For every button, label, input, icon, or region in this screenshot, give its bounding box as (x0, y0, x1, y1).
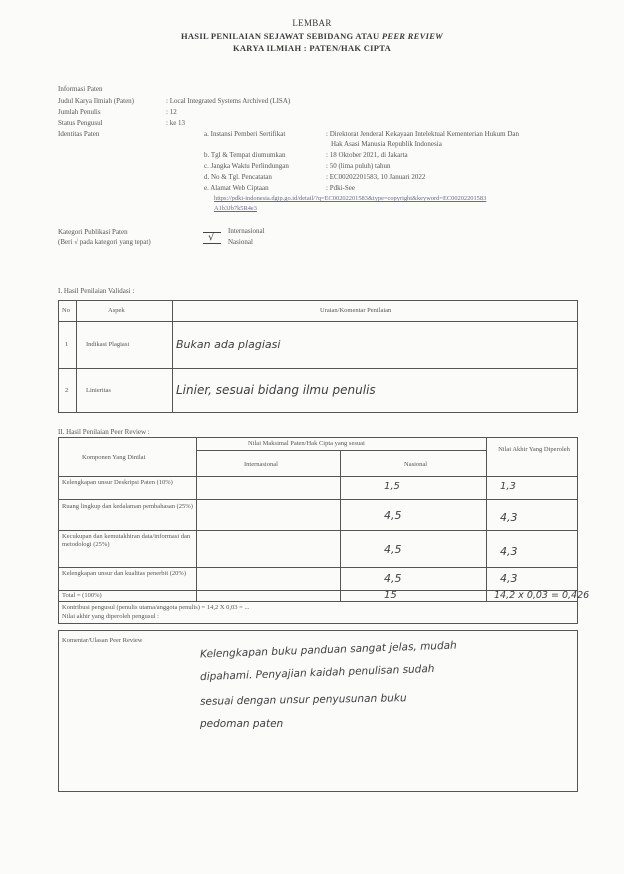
jumlah-value: : 12 (166, 108, 177, 116)
total-nasional: 15 (384, 590, 397, 601)
col-uraian: Uraian/Komentar Penilaian (320, 307, 392, 314)
nasional-1: 1,5 (384, 481, 400, 492)
identitas-paten-label: Identitas Paten (58, 130, 100, 138)
row-1-no: 1 (65, 341, 69, 348)
akhir-2: 4,3 (500, 511, 518, 524)
review-col-divider-1 (196, 437, 197, 601)
subtitle-peer-review: PEER REVIEW (381, 31, 444, 41)
a-label: a. Instansi Pemberi Sertifikat (204, 130, 286, 138)
akhir-1: 1,3 (500, 481, 516, 492)
a-value-2: Hak Asasi Manusia Republik Indonesia (331, 140, 442, 148)
kategori-label: Kategori Publikasi Paten (58, 228, 128, 236)
row-1-komentar: Bukan ada plagiasi (176, 338, 281, 351)
akhir-4: 4,3 (500, 572, 518, 585)
doc-title: LEMBAR (292, 18, 332, 28)
kontribusi-2: Nilai akhir yang diperoleh pengusul : (62, 613, 159, 620)
section-i-title: I. Hasil Penilaian Validasi : (58, 287, 135, 295)
komentar-line-2: dipahami. Penyajian kaidah penulisan sudah (199, 662, 435, 684)
total-label: Total = (100%) (62, 592, 102, 599)
review-row-2-divider (58, 530, 578, 531)
identitas-label: Informasi Paten (58, 85, 103, 93)
review-subheader-divider (196, 450, 486, 451)
validation-header-divider (58, 321, 578, 322)
row-1-aspek: Indikasi Plagiasi (86, 341, 130, 348)
komponen-3: Kecukupan dan kemutakhiran data/informasi dan metodologi (25%) (62, 533, 191, 548)
total-akhir: 14,2 x 0,03 = 0,426 (494, 590, 590, 601)
web-url-1[interactable]: https://pdki-indonesia.dgip.go.id/detail/?q=EC00202201583&type=copyright&keyword=EC00202201583 (214, 195, 487, 202)
doc-subtitle-2: KARYA ILMIAH : PATEN/HAK CIPTA (232, 43, 392, 53)
nasional-check-icon: √ (208, 232, 215, 243)
validation-row-divider (58, 368, 578, 369)
review-total-divider (58, 601, 578, 602)
col-nilai-max: Nilai Maksimal Paten/Hak Cipta yang sesuai (248, 440, 365, 447)
review-row-1-divider (58, 499, 578, 500)
komponen-1: Kelengkapan unsur Deskripsi Paten (10%) (62, 479, 173, 486)
komentar-line-3: sesuai dengan unsur penyusunan buku (199, 692, 407, 708)
b-value: : 18 Oktober 2021, di Jakarta (326, 151, 408, 159)
e-value: : Pdki-See (326, 184, 355, 192)
judul-value: : Local Integrated Systems Archived (LISA) (166, 97, 291, 105)
row-2-aspek: Linieritas (86, 387, 111, 394)
kategori-note: (Beri √ pada kategori yang tepat) (58, 238, 151, 246)
col-nilai-akhir: Nilai Akhir Yang Diperoleh (498, 446, 570, 453)
row-2-komentar: Linier, sesuai bidang ilmu penulis (176, 383, 376, 397)
a-value-1: : Direktorat Jenderal Kekayaan Intelektual Kementerian Hukum Dan (326, 130, 520, 138)
col-nasional: Nasional (404, 461, 428, 468)
review-row-3-divider (58, 567, 578, 568)
komentar-label: Komentar/Ulasan Peer Review (62, 637, 143, 644)
d-value: : EC00202201583, 10 Januari 2022 (326, 173, 426, 181)
nasional-2: 4,5 (384, 509, 402, 522)
komponen-2: Ruang lingkup dan kedalaman pembahasan (25%) (62, 503, 193, 510)
akhir-3: 4,3 (500, 545, 518, 558)
col-internasional: Internasional (244, 461, 278, 468)
section-ii-title: II. Hasil Penilaian Peer Review : (58, 428, 150, 436)
jumlah-label: Jumlah Penulis (58, 108, 101, 116)
e-label: e. Alamat Web Ciptaan (204, 184, 269, 192)
komponen-4: Kelengkapan unsur dan kualitas penerbit (20%) (62, 570, 187, 577)
subtitle-main: HASIL PENILAIAN SEJAWAT SEBIDANG ATAU (180, 31, 380, 41)
validation-col-divider-2 (172, 300, 173, 413)
nasional-label: Nasional (228, 238, 253, 246)
review-header-divider (58, 476, 578, 477)
b-label: b. Tgl & Tempat diumumkan (204, 151, 286, 159)
komentar-line-1: Kelengkapan buku panduan sangat jelas, mudah (199, 639, 457, 661)
col-no: No (62, 307, 70, 314)
judul-label: Judul Karya Ilmiah (Paten) (58, 97, 135, 105)
row-2-no: 2 (65, 387, 69, 394)
c-label: c. Jangka Waktu Perlindungan (204, 162, 289, 170)
internasional-label: Internasional (228, 227, 265, 235)
col-komponen: Komponen Yang Dinilai (82, 454, 146, 461)
status-label: Status Pengusul (58, 119, 103, 127)
nasional-4: 4,5 (384, 572, 402, 585)
c-value: : 50 (lima puluh) tahun (326, 162, 391, 170)
kontribusi-1: Kontribusi pengusul (penulis utama/anggota penulis) = 14,2 X 0,03 = ... (62, 604, 250, 611)
review-col-divider-3 (486, 437, 487, 601)
review-col-divider-2 (340, 450, 341, 601)
doc-subtitle (0, 31, 624, 41)
nasional-3: 4,5 (384, 543, 402, 556)
validation-col-divider-1 (76, 300, 77, 413)
col-aspek: Aspek (108, 307, 125, 314)
komentar-line-4: pedoman paten (200, 718, 284, 730)
d-label: d. No & Tgl. Pencatatan (204, 173, 272, 181)
status-value: : ke 13 (166, 119, 186, 127)
web-url-2[interactable]: A1b3Jb7k5R4e3 (214, 205, 257, 212)
